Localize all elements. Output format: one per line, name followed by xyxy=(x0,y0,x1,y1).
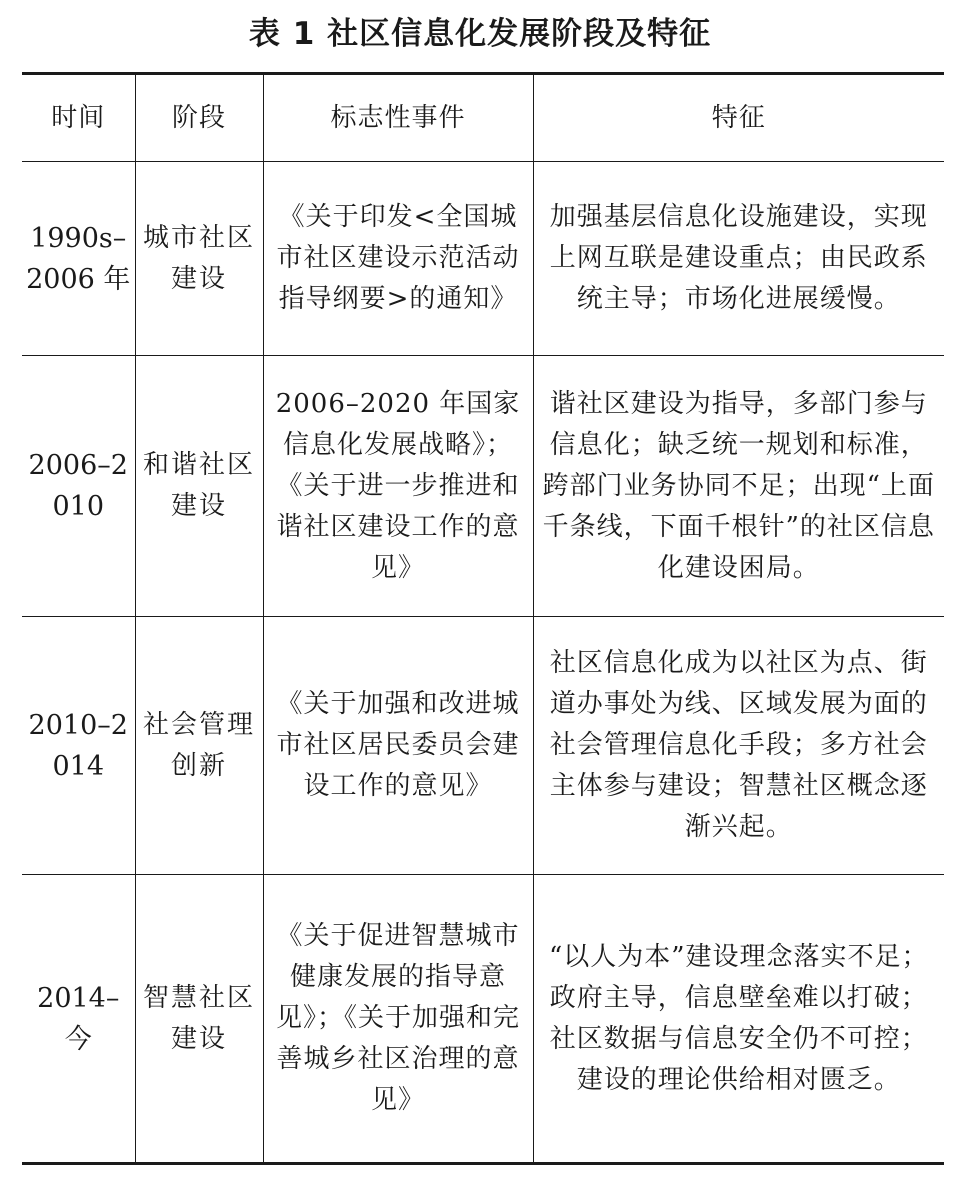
cell-time: 2010–2014 xyxy=(22,617,135,875)
cell-stage: 和谐社区建设 xyxy=(135,356,263,617)
cell-stage: 智慧社区建设 xyxy=(135,875,263,1164)
cell-time: 2006–2010 xyxy=(22,356,135,617)
cell-event: 2006–2020 年国家信息化发展战略》；《关于进一步推进和谐社区建设工作的意见》 xyxy=(263,356,533,617)
header-stage: 阶段 xyxy=(135,74,263,162)
table-row xyxy=(22,875,944,1164)
cell-feature: 社区信息化成为以社区为点、街道办事处为线、区域发展为面的社会管理信息化手段；多方社会主体参与建设；智慧社区概念逐渐兴起。 xyxy=(533,617,944,875)
cell-stage: 社会管理创新 xyxy=(135,617,263,875)
header-time: 时间 xyxy=(22,74,135,162)
table-row xyxy=(22,356,944,617)
header-event: 标志性事件 xyxy=(263,74,533,162)
table-title: 表 1 社区信息化发展阶段及特征 xyxy=(248,16,712,52)
stages-table xyxy=(22,72,944,1165)
cell-time: 2014–今 xyxy=(22,875,135,1164)
cell-stage: 城市社区建设 xyxy=(135,162,263,356)
cell-feature: 谐社区建设为指导，多部门参与信息化；缺乏统一规划和标准，跨部门业务协同不足；出现“上面千条线，下面千根针”的社区信息化建设困局。 xyxy=(533,356,944,617)
header-row xyxy=(22,74,944,162)
cell-feature: “以人为本”建设理念落实不足；政府主导，信息壁垒难以打破；社区数据与信息安全仍不可控；建设的理论供给相对匮乏。 xyxy=(533,875,944,1164)
table-row xyxy=(22,162,944,356)
cell-event: 《关于印发<全国城市社区建设示范活动指导纲要>的通知》 xyxy=(263,162,533,356)
cell-feature: 加强基层信息化设施建设，实现上网互联是建设重点；由民政系统主导；市场化进展缓慢。 xyxy=(533,162,944,356)
cell-event: 《关于加强和改进城市社区居民委员会建设工作的意见》 xyxy=(263,617,533,875)
table-row xyxy=(22,617,944,875)
header-feature: 特征 xyxy=(533,74,944,162)
cell-time: 1990s–2006 年 xyxy=(22,162,135,356)
cell-event: 《关于促进智慧城市健康发展的指导意见》；《关于加强和完善城乡社区治理的意见》 xyxy=(263,875,533,1164)
